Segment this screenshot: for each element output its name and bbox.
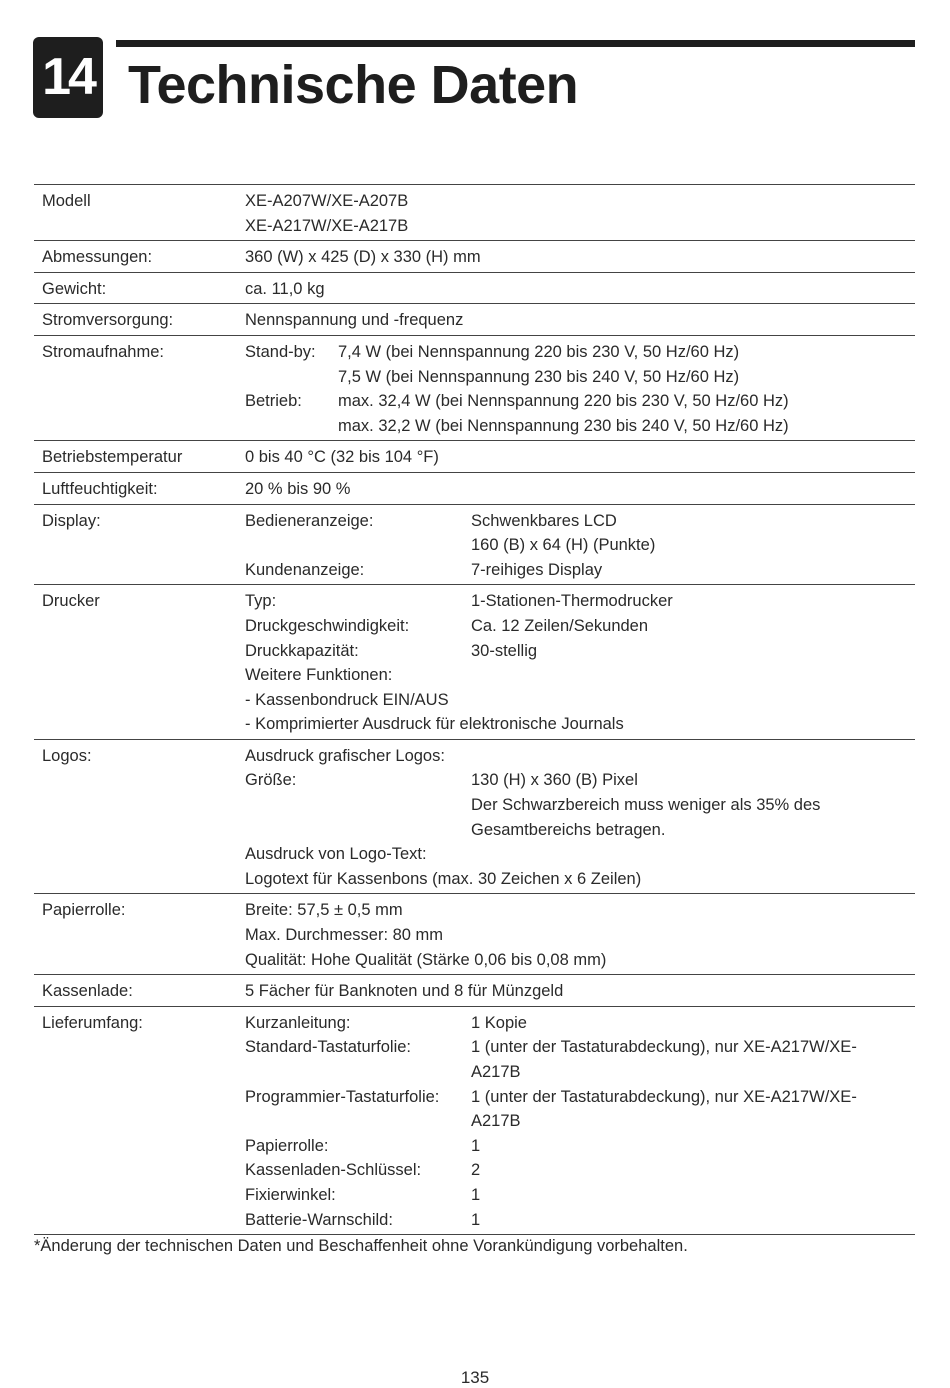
spec-value-line: Logotext für Kassenbons (max. 30 Zeichen x 6 Zeilen) [245, 869, 642, 888]
footnote: *Änderung der technischen Daten und Beschaffenheit ohne Vorankündigung vorbehalten. [34, 1237, 688, 1255]
spec-key: Typ: [245, 592, 277, 611]
spec-value-line: 360 (W) x 425 (D) x 330 (H) mm [245, 248, 481, 267]
spec-row [34, 585, 915, 740]
spec-key-value: 2 [471, 1161, 481, 1180]
spec-key-value: 1 (unter der Tastaturabdeckung), nur XE-A217W/XE- [471, 1038, 857, 1057]
spec-row [34, 185, 915, 241]
spec-value [245, 1011, 915, 1232]
spec-value-line: Max. Durchmesser: 80 mm [245, 926, 444, 945]
spec-value-line [245, 389, 915, 414]
spec-label: Display: [42, 511, 101, 530]
spec-value-line [245, 558, 915, 583]
spec-row [34, 505, 915, 586]
spec-key [245, 533, 471, 558]
spec-key: Kurzanleitung: [245, 1013, 351, 1032]
spec-label: Betriebstemperatur [42, 448, 183, 467]
spec-key: Kassenladen-Schlüssel: [245, 1161, 422, 1180]
spec-key-value: A217B [471, 1063, 521, 1081]
spec-value-line: XE-A207W/XE-A207B [245, 192, 409, 210]
spec-label: Stromversorgung: [42, 311, 174, 330]
spec-key-value: 30-stellig [471, 641, 538, 660]
spec-value-line: 5 Fächer für Banknoten und 8 für Münzgeld [245, 982, 564, 1001]
spec-label: Gewicht: [42, 279, 107, 298]
spec-key-value: 1 [471, 1136, 481, 1155]
spec-key: Papierrolle: [245, 1136, 329, 1155]
spec-key-value: A217B [471, 1112, 521, 1131]
spec-label: Abmessungen: [42, 248, 153, 267]
spec-value [245, 589, 915, 737]
spec-table [34, 184, 915, 1235]
spec-value-line: Nennspannung und -frequenz [245, 311, 464, 330]
spec-value-line [245, 1035, 915, 1060]
spec-key: Druckkapazität: [245, 641, 359, 660]
spec-value-line [245, 340, 915, 365]
spec-value-line [245, 589, 915, 614]
spec-key-value: 1 Kopie [471, 1013, 527, 1032]
spec-value-line [245, 639, 915, 664]
spec-value-line: - Kassenbondruck EIN/AUS [245, 690, 449, 709]
spec-value-line [245, 365, 915, 390]
spec-value-line [245, 793, 915, 818]
spec-key-value: 7,5 W (bei Nennspannung 230 bis 240 V, 50 Hz/60 Hz) [338, 367, 740, 386]
spec-value [245, 340, 915, 438]
spec-key: Kundenanzeige: [245, 560, 365, 579]
spec-value-line [245, 1183, 915, 1208]
spec-label: Logos: [42, 746, 92, 765]
spec-key: Größe: [245, 771, 297, 790]
spec-value-line: Ausdruck von Logo-Text: [245, 845, 427, 864]
spec-key: Druckgeschwindigkeit: [245, 616, 410, 635]
spec-key-value: max. 32,2 W (bei Nennspannung 230 bis 240 V, 50 Hz/60 Hz) [338, 416, 789, 435]
spec-key [245, 1060, 471, 1085]
spec-key: Bedieneranzeige: [245, 511, 374, 530]
spec-value-line: 0 bis 40 °C (32 bis 104 °F) [245, 448, 439, 467]
spec-value [245, 509, 915, 583]
spec-key-value: 7,4 W (bei Nennspannung 220 bis 230 V, 50 Hz/60 Hz) [338, 342, 740, 361]
spec-label: Papierrolle: [42, 901, 126, 920]
spec-label: Luftfeuchtigkeit: [42, 479, 158, 498]
spec-value-line: Qualität: Hohe Qualität (Stärke 0,06 bis 0,08 mm) [245, 950, 607, 969]
spec-value-line [245, 1134, 915, 1159]
spec-row [34, 740, 915, 895]
spec-value [245, 477, 915, 502]
spec-key-value: max. 32,4 W (bei Nennspannung 220 bis 230 V, 50 Hz/60 Hz) [338, 392, 789, 411]
page-title: Technische Daten [128, 55, 579, 115]
spec-key: Standard-Tastaturfolie: [245, 1038, 412, 1057]
spec-label: Drucker [42, 592, 100, 611]
spec-value-line: ca. 11,0 kg [245, 279, 325, 298]
spec-row [34, 273, 915, 305]
spec-row [34, 975, 915, 1007]
spec-value-line [245, 818, 915, 843]
spec-label: Lieferumfang: [42, 1013, 143, 1032]
spec-key-value: Der Schwarzbereich muss weniger als 35% des [471, 796, 821, 815]
spec-key [245, 793, 471, 818]
spec-key-value: Schwenkbares LCD [471, 511, 617, 530]
spec-key-value: Gesamtbereichs betragen. [471, 820, 666, 839]
spec-value [245, 898, 915, 972]
spec-row [34, 336, 915, 441]
spec-value-line [245, 1109, 915, 1134]
spec-label: Kassenlade: [42, 982, 133, 1001]
spec-row [34, 473, 915, 505]
spec-value-line [245, 1011, 915, 1036]
spec-key-value: Ca. 12 Zeilen/Sekunden [471, 616, 649, 635]
chapter-number-badge: 14 [33, 37, 103, 118]
spec-value [245, 744, 915, 892]
spec-key-value: 1-Stationen-Thermodrucker [471, 592, 673, 611]
spec-label: Modell [42, 192, 91, 210]
spec-key [245, 365, 338, 390]
spec-value [245, 277, 915, 302]
spec-key [245, 818, 471, 843]
spec-key: Stand-by: [245, 342, 316, 361]
spec-value-line: 20 % bis 90 % [245, 479, 351, 498]
spec-value [245, 189, 915, 238]
spec-value-line [245, 1060, 915, 1085]
spec-key-value: 160 (B) x 64 (H) (Punkte) [471, 536, 656, 555]
spec-key: Programmier-Tastaturfolie: [245, 1087, 440, 1106]
spec-value-line [245, 533, 915, 558]
spec-key-value: 1 [471, 1185, 481, 1204]
spec-value [245, 245, 915, 270]
spec-value-line [245, 509, 915, 534]
spec-value-line [245, 414, 915, 439]
spec-row [34, 241, 915, 273]
spec-key: Fixierwinkel: [245, 1185, 336, 1204]
spec-key-value: 1 [471, 1210, 481, 1229]
spec-key: Betrieb: [245, 392, 302, 411]
spec-value-line: Breite: 57,5 ± 0,5 mm [245, 901, 403, 920]
spec-value-line: Weitere Funktionen: [245, 666, 393, 685]
spec-value [245, 445, 915, 470]
spec-row [34, 304, 915, 336]
spec-key [245, 1109, 471, 1134]
spec-value-line [245, 1158, 915, 1183]
spec-key [245, 414, 338, 439]
spec-value [245, 308, 915, 333]
spec-value-line: Ausdruck grafischer Logos: [245, 746, 445, 765]
spec-value-line: XE-A217W/XE-A217B [245, 216, 409, 235]
spec-value-line [245, 768, 915, 793]
spec-key-value: 1 (unter der Tastaturabdeckung), nur XE-A217W/XE- [471, 1087, 857, 1106]
title-rule [116, 40, 915, 47]
spec-row [34, 894, 915, 975]
spec-label: Stromaufnahme: [42, 342, 164, 361]
spec-value [245, 979, 915, 1004]
spec-row [34, 1007, 915, 1235]
page-number: 135 [460, 1368, 490, 1387]
spec-value-line [245, 614, 915, 639]
spec-key: Batterie-Warnschild: [245, 1210, 393, 1229]
spec-key-value: 130 (H) x 360 (B) Pixel [471, 771, 638, 790]
spec-value-line: - Komprimierter Ausdruck für elektronische Journals [245, 715, 624, 734]
spec-row [34, 441, 915, 473]
spec-value-line [245, 1208, 915, 1233]
spec-value-line [245, 1085, 915, 1110]
spec-key-value: 7-reihiges Display [471, 560, 603, 579]
